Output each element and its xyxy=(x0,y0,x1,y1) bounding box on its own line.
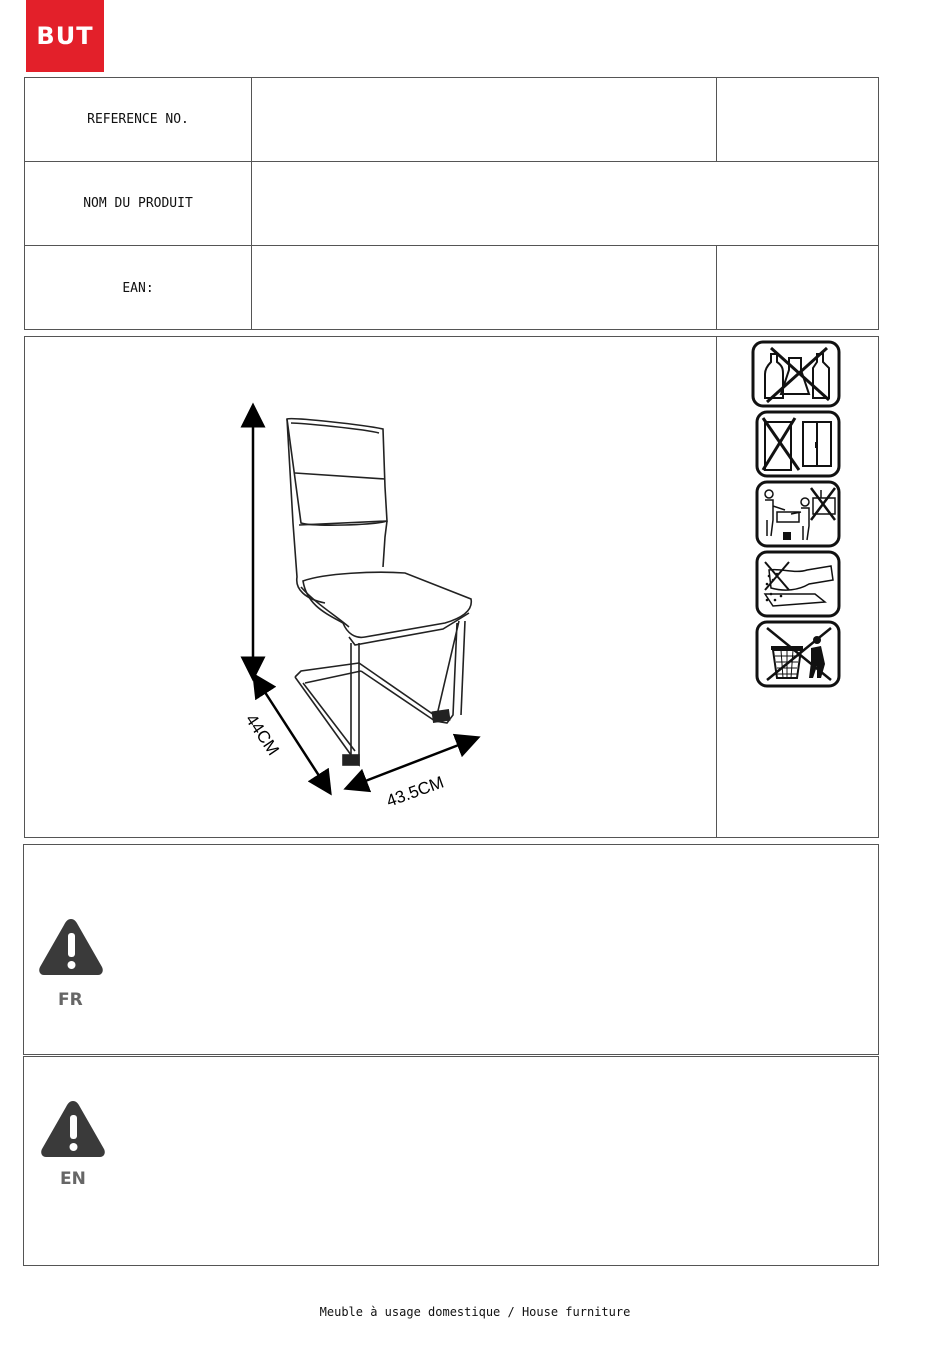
product-info-table xyxy=(24,77,879,330)
two-person-assembly-icon xyxy=(755,480,841,548)
reference-extra-cell xyxy=(716,78,879,161)
warning-triangle-icon xyxy=(38,1097,108,1161)
brand-logo-text: BUT xyxy=(36,22,94,50)
ean-row xyxy=(25,246,878,330)
care-icons-column xyxy=(716,337,879,837)
language-code-en: EN xyxy=(60,1169,86,1189)
width-dimension-label: 43.5CM xyxy=(383,772,447,811)
warning-box-fr xyxy=(23,844,879,1055)
reference-label: REFERENCE NO. xyxy=(25,78,252,161)
no-excessive-stacking-icon xyxy=(755,410,841,478)
language-code-fr: FR xyxy=(58,990,83,1010)
product-name-label: NOM DU PRODUIT xyxy=(25,162,252,245)
chair-drawing xyxy=(25,337,715,837)
chair-outline xyxy=(287,419,471,765)
width-arrow xyxy=(355,741,469,785)
footer-text: Meuble à usage domestique / House furniture xyxy=(319,1305,631,1319)
brand-logo xyxy=(26,0,104,72)
do-not-dispose-in-trash-icon xyxy=(755,620,841,688)
product-drawing-panel xyxy=(24,336,879,838)
ean-label: EAN: xyxy=(25,246,252,330)
depth-dimension-label: 44CM xyxy=(241,710,283,759)
no-chemical-cleaners-icon xyxy=(751,340,841,408)
ean-extra-cell xyxy=(716,246,879,330)
warning-triangle-icon xyxy=(36,915,106,979)
wipe-with-damp-cloth-icon xyxy=(755,550,841,618)
product-name-row xyxy=(25,162,878,246)
warning-box-en xyxy=(23,1056,879,1266)
reference-row xyxy=(25,78,878,162)
